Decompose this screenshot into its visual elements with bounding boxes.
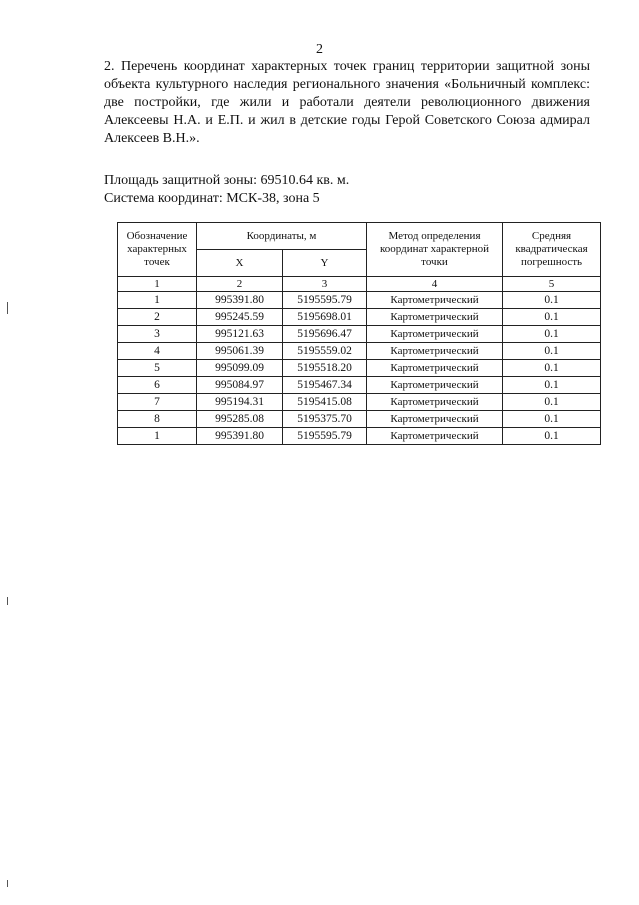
cell-y: 5195595.79 <box>283 428 367 445</box>
cell-point: 5 <box>118 360 197 377</box>
cell-method: Картометрический <box>367 377 503 394</box>
cell-method: Картометрический <box>367 411 503 428</box>
scan-margin-mark <box>7 302 8 314</box>
table-row <box>118 428 601 445</box>
table-row <box>118 394 601 411</box>
cell-point: 1 <box>118 428 197 445</box>
protection-zone-area: Площадь защитной зоны: 69510.64 кв. м. <box>104 173 350 188</box>
cell-point: 4 <box>118 343 197 360</box>
cell-error: 0.1 <box>503 292 601 309</box>
page-number: 2 <box>316 42 323 57</box>
table-row <box>118 360 601 377</box>
header-error: Средняя квадратическая погрешность <box>503 223 601 277</box>
scan-margin-mark <box>7 597 8 605</box>
table-row <box>118 309 601 326</box>
cell-x: 995194.31 <box>197 394 283 411</box>
header-method: Метод определения координат характерной точки <box>367 223 503 277</box>
cell-y: 5195559.02 <box>283 343 367 360</box>
cell-error: 0.1 <box>503 343 601 360</box>
scan-margin-mark <box>7 880 8 887</box>
column-number: 5 <box>503 277 601 292</box>
coordinates-table <box>117 222 601 445</box>
cell-error: 0.1 <box>503 377 601 394</box>
cell-x: 995061.39 <box>197 343 283 360</box>
table-row <box>118 411 601 428</box>
column-number-row <box>118 277 601 292</box>
cell-error: 0.1 <box>503 428 601 445</box>
header-point: Обозначение характерных точек <box>118 223 197 277</box>
cell-x: 995285.08 <box>197 411 283 428</box>
cell-point: 2 <box>118 309 197 326</box>
cell-y: 5195467.34 <box>283 377 367 394</box>
cell-y: 5195375.70 <box>283 411 367 428</box>
cell-error: 0.1 <box>503 309 601 326</box>
cell-y: 5195595.79 <box>283 292 367 309</box>
cell-x: 995245.59 <box>197 309 283 326</box>
cell-method: Картометрический <box>367 428 503 445</box>
cell-method: Картометрический <box>367 292 503 309</box>
cell-point: 6 <box>118 377 197 394</box>
cell-y: 5195696.47 <box>283 326 367 343</box>
header-x: X <box>197 250 283 277</box>
cell-y: 5195415.08 <box>283 394 367 411</box>
table-row <box>118 326 601 343</box>
table-row <box>118 377 601 394</box>
coordinate-system: Система координат: МСК-38, зона 5 <box>104 191 320 206</box>
table-row <box>118 292 601 309</box>
cell-error: 0.1 <box>503 360 601 377</box>
column-number: 3 <box>283 277 367 292</box>
cell-x: 995121.63 <box>197 326 283 343</box>
cell-error: 0.1 <box>503 326 601 343</box>
column-number: 1 <box>118 277 197 292</box>
cell-point: 8 <box>118 411 197 428</box>
header-y: Y <box>283 250 367 277</box>
cell-point: 1 <box>118 292 197 309</box>
column-number: 2 <box>197 277 283 292</box>
cell-method: Картометрический <box>367 326 503 343</box>
table-row <box>118 343 601 360</box>
document-heading: 2. Перечень координат характерных точек границ территории защитной зоны объекта культурного наследия регионального значения «Больничный комплекс: две постройки, где жили и работали деятели революционного движения Алексеевы Н.А. и Е.П. и жил в детские годы Герой Советского Союза адмирал Алексеев В.Н.». <box>104 59 590 146</box>
cell-method: Картометрический <box>367 309 503 326</box>
cell-point: 7 <box>118 394 197 411</box>
cell-method: Картометрический <box>367 394 503 411</box>
cell-error: 0.1 <box>503 411 601 428</box>
cell-method: Картометрический <box>367 360 503 377</box>
cell-point: 3 <box>118 326 197 343</box>
cell-x: 995391.80 <box>197 292 283 309</box>
table-header-row <box>118 223 601 250</box>
cell-x: 995099.09 <box>197 360 283 377</box>
cell-y: 5195518.20 <box>283 360 367 377</box>
cell-y: 5195698.01 <box>283 309 367 326</box>
cell-x: 995391.80 <box>197 428 283 445</box>
cell-error: 0.1 <box>503 394 601 411</box>
header-coordinates: Координаты, м <box>197 223 367 250</box>
column-number: 4 <box>367 277 503 292</box>
cell-x: 995084.97 <box>197 377 283 394</box>
cell-method: Картометрический <box>367 343 503 360</box>
